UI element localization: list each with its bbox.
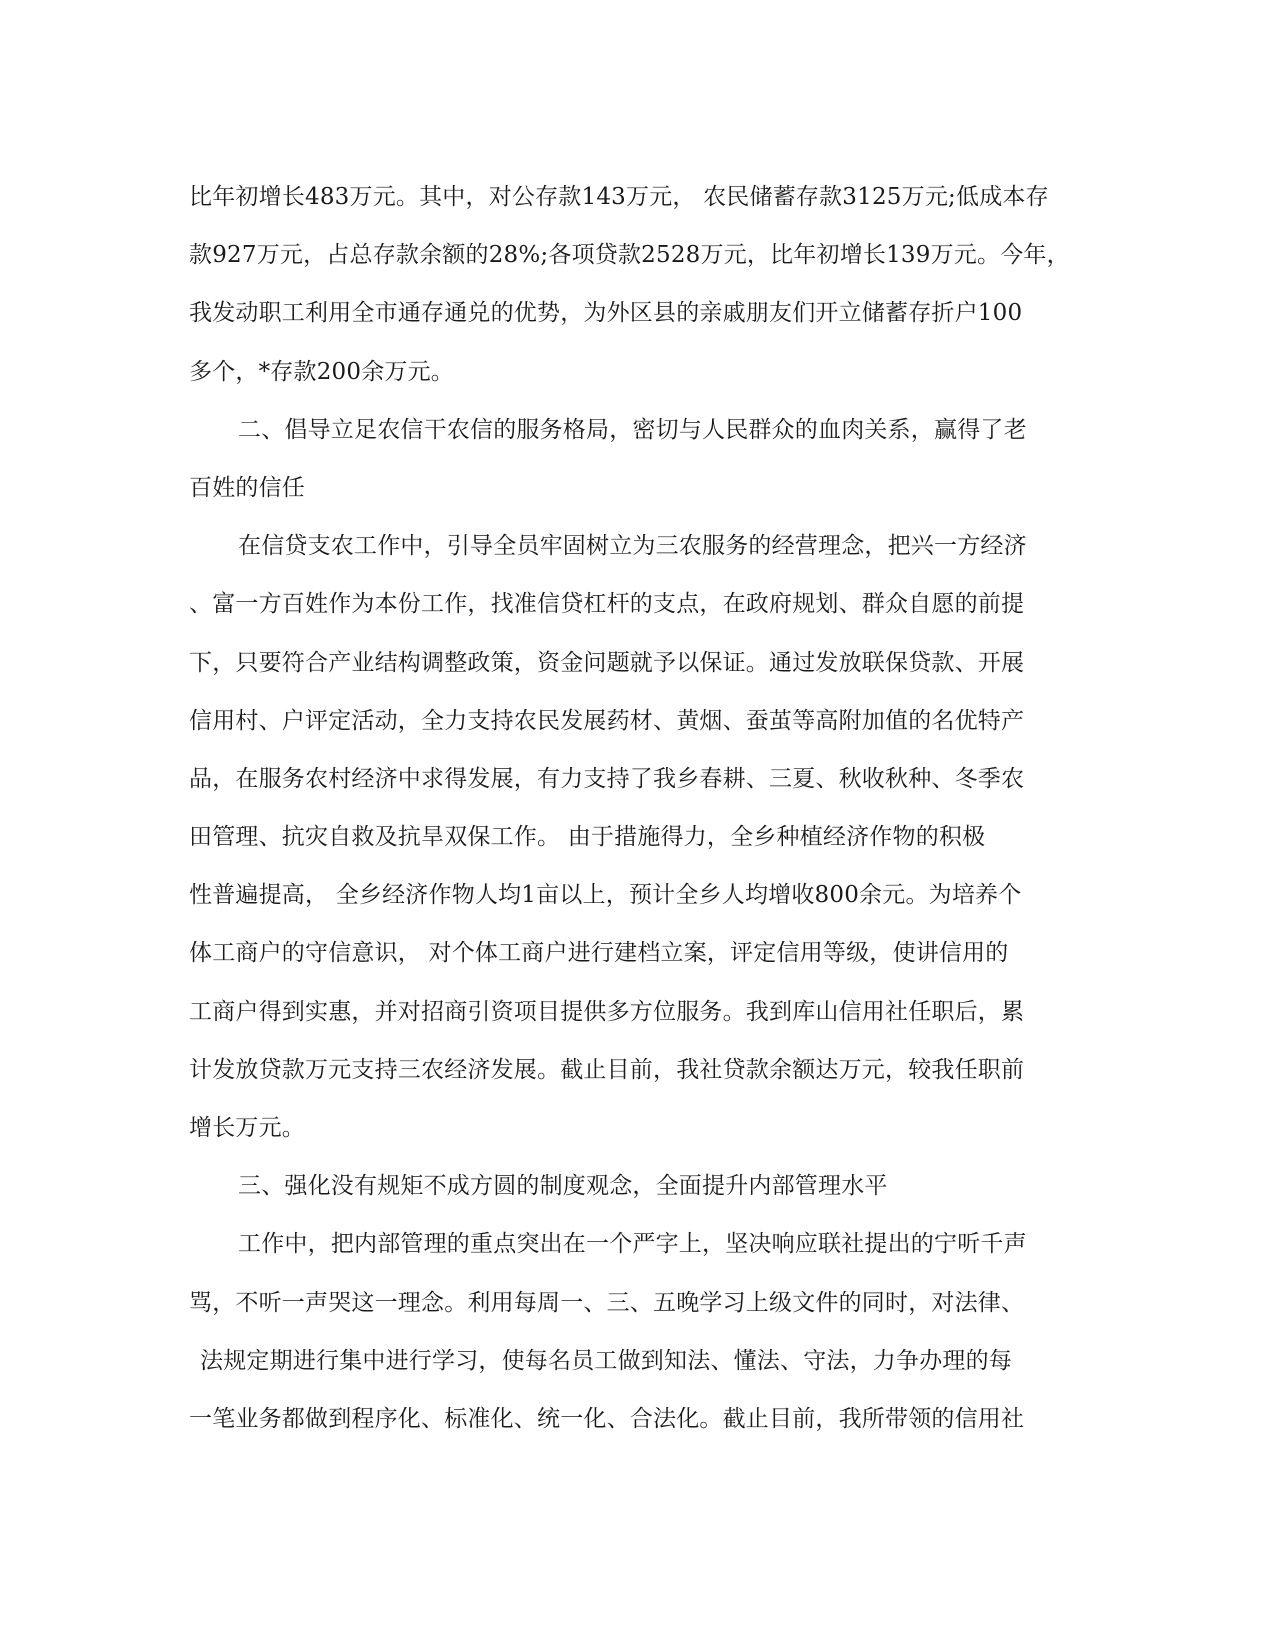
text-line-9: 下，只要符合产业结构调整政策，资金问题就予以保证。通过发放联保贷款、开展 (189, 649, 1025, 676)
text-line-22: 一笔业务都做到程序化、标准化、统一化、合法化。截止目前，我所带领的信用社 (189, 1405, 1025, 1432)
text-line-16: 计发放贷款万元支持三农经济发展。截止目前，我社贷款余额达万元，较我任职前 (189, 1056, 1025, 1083)
document-body (189, 168, 1089, 1448)
text-line-4: 多个，*存款200余万元。 (189, 358, 454, 385)
text-line-11: 品，在服务农村经济中求得发展，有力支持了我乡春耕、三夏、秋收秋种、冬季农 (189, 765, 1025, 792)
text-line-19: 工作中，把内部管理的重点突出在一个严字上，坚决响应联社提出的宁听千声 (238, 1231, 1027, 1258)
section-heading-2-line-2: 百姓的信任 (189, 474, 305, 501)
text-line-12: 田管理、抗灾自救及抗旱双保工作。 由于措施得力，全乡种植经济作物的积极 (189, 824, 986, 851)
section-heading-2-line-1: 二、倡导立足农信干农信的服务格局，密切与人民群众的血肉关系，赢得了老 (238, 416, 1027, 443)
text-line-3: 我发动职工利用全市通存通兑的优势，为外区县的亲戚朋友们开立储蓄存折户100 (189, 300, 1023, 327)
text-line-1: 比年初增长483万元。其中，对公存款143万元， 农民储蓄存款3125万元;低成本存 (189, 184, 1049, 210)
text-line-15: 工商户得到实惠，并对招商引资项目提供多方位服务。我到库山信用社任职后，累 (189, 998, 1025, 1025)
section-heading-3: 三、强化没有规矩不成方圆的制度观念，全面提升内部管理水平 (238, 1173, 888, 1200)
text-line-20: 骂，不听一声哭这一理念。利用每周一、三、五晚学习上级文件的同时，对法律、 (189, 1289, 1025, 1316)
text-line-7: 在信贷支农工作中，引导全员牢固树立为三农服务的经营理念，把兴一方经济 (238, 533, 1027, 560)
text-line-14: 体工商户的守信意识， 对个体工商户进行建档立案，评定信用等级，使讲信用的 (189, 940, 1009, 967)
text-line-17: 增长万元。 (189, 1115, 305, 1141)
text-line-2: 款927万元，占总存款余额的28%;各项贷款2528万元，比年初增长139万元。今年， (189, 242, 1070, 269)
text-line-13: 性普遍提高， 全乡经济作物人均1亩以上，预计全乡人均增收800余元。为培养个 (189, 882, 1022, 909)
text-line-10: 信用村、户评定活动，全力支持农民发展药材、黄烟、蚕茧等高附加值的名优特产 (189, 707, 1025, 734)
text-line-21: 法规定期进行集中进行学习，使每名员工做到知法、懂法、守法，力争办理的每 (200, 1347, 1012, 1374)
text-line-8: 、富一方百姓作为本份工作，找准信贷杠杆的支点，在政府规划、群众自愿的前提 (189, 591, 1025, 618)
